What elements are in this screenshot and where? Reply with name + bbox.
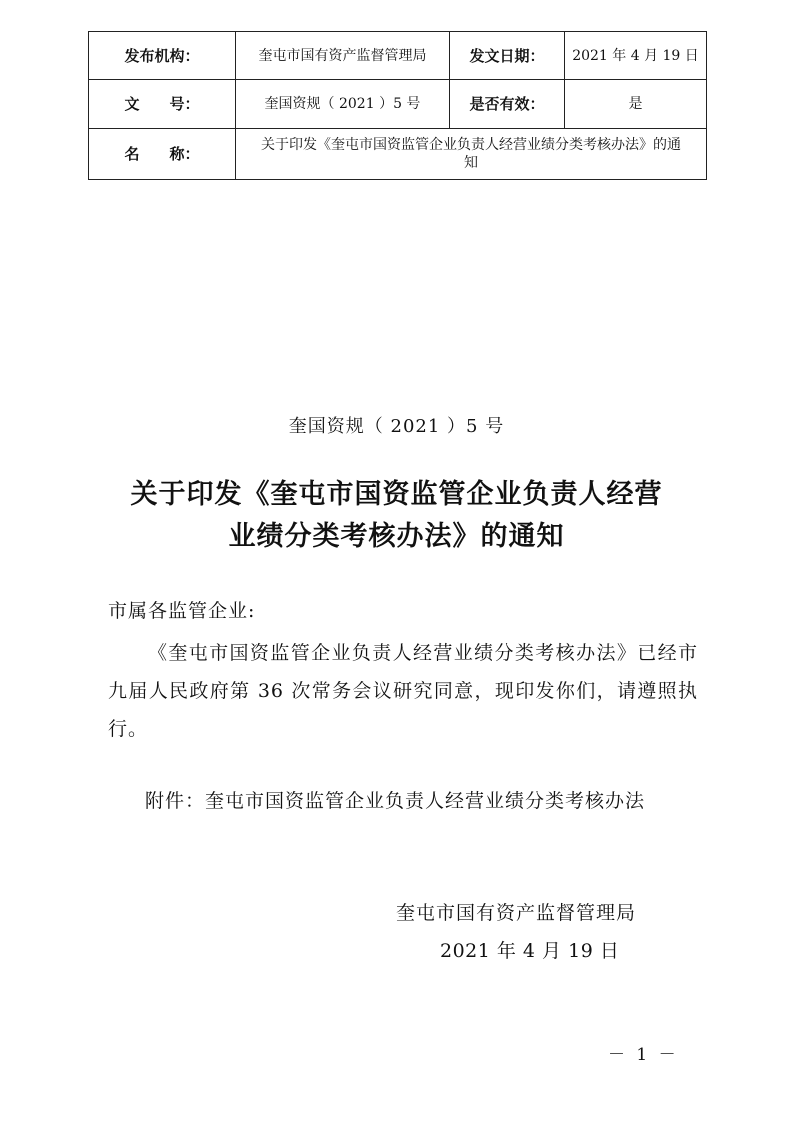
metadata-row-number — [89, 80, 707, 129]
document-number: 奎国资规（ 2021 ）5 号 — [288, 416, 505, 437]
page-number: － 1 － — [608, 1045, 679, 1065]
body-paragraph: 《奎屯市国资监管企业负责人经营业绩分类考核办法》已经市九届人民政府第 36 次常务会议研究同意，现印发你们，请遵照执行。 — [108, 642, 698, 740]
date-label: 发文日期： — [450, 32, 565, 80]
metadata-row-issuer — [89, 32, 707, 80]
recipient-line: 市属各监管企业: — [108, 600, 256, 622]
document-title-line-2: 业绩分类考核办法》的通知 — [228, 521, 565, 552]
doc-name-label: 名 称： — [89, 129, 236, 180]
attachment-line: 附件：奎屯市国资监管企业负责人经营业绩分类考核办法 — [145, 790, 646, 812]
issuer-label: 发布机构： — [89, 32, 236, 80]
doc-number-label: 文 号： — [89, 80, 236, 129]
validity-value: 是 — [565, 80, 707, 129]
document-title — [60, 474, 733, 558]
issuing-authority: 奎屯市国有资产监督管理局 — [396, 902, 637, 924]
doc-name-value: 关于印发《奎屯市国资监管企业负责人经营业绩分类考核办法》的通知 — [236, 129, 707, 180]
issuer-value: 奎屯市国有资产监督管理局 — [236, 32, 450, 80]
doc-number-value: 奎国资规（ 2021 ）5 号 — [236, 80, 450, 129]
document-title-line-1: 关于印发《奎屯市国资监管企业负责人经营 — [130, 479, 663, 510]
metadata-row-name — [89, 129, 707, 180]
document-metadata-table — [88, 31, 707, 180]
date-value: 2021 年 4 月 19 日 — [565, 32, 707, 80]
issue-date: 2021 年 4 月 19 日 — [440, 940, 620, 962]
validity-label: 是否有效： — [450, 80, 565, 129]
